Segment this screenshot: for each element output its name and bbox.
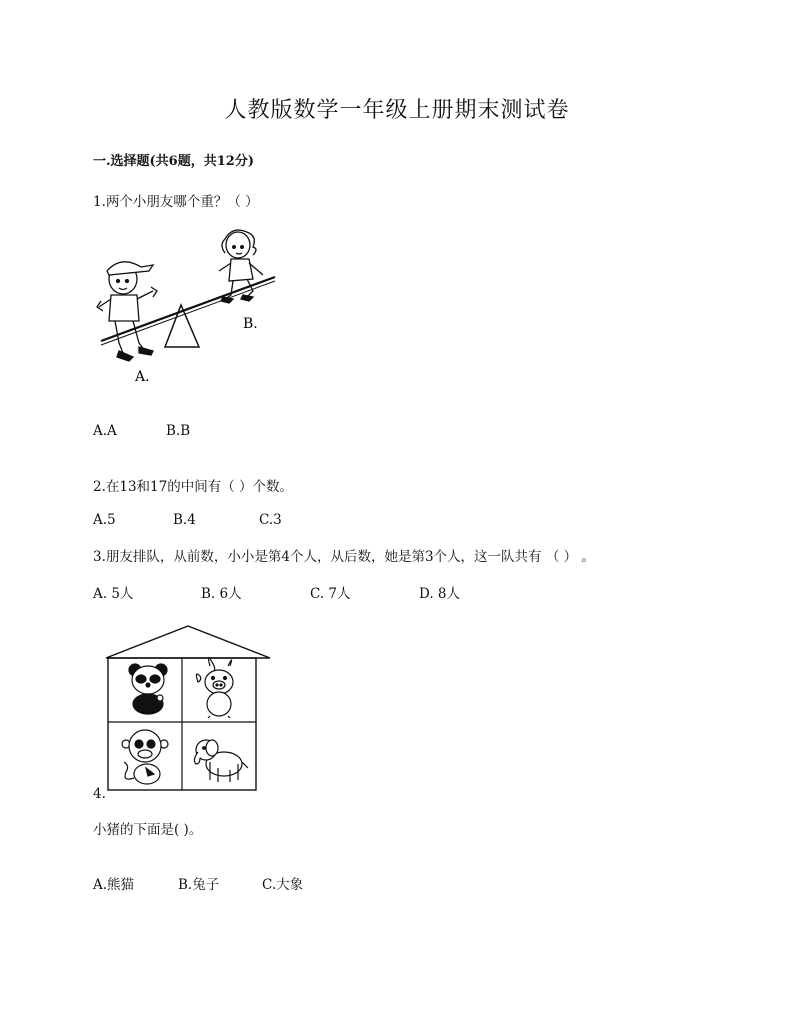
option-b[interactable]: B. 6人	[201, 586, 242, 602]
animal-house-illustration	[102, 622, 274, 794]
boy-figure	[97, 262, 157, 361]
question-1-text: 1.两个小朋友哪个重？（ ）	[93, 194, 259, 210]
option-a[interactable]: A.A	[93, 423, 117, 439]
option-b[interactable]: B.4	[173, 512, 196, 528]
monkey-icon	[122, 730, 168, 784]
option-b[interactable]: B.B	[166, 423, 191, 439]
section-heading: 一.选择题(共6题，共12分)	[93, 154, 254, 169]
option-b[interactable]: B.兔子	[178, 877, 220, 893]
rabbit-icon	[196, 658, 233, 718]
elephant-icon	[194, 740, 248, 782]
girl-figure	[219, 230, 263, 303]
option-d[interactable]: D. 8人	[419, 586, 461, 602]
seesaw-illustration	[93, 225, 293, 395]
question-4-number: 4.	[93, 786, 106, 802]
option-a[interactable]: A.熊猫	[93, 877, 135, 893]
roof-shape	[106, 626, 270, 658]
option-a[interactable]: A.5	[93, 512, 116, 528]
figure-label-b: B.	[243, 316, 258, 332]
question-3-text: 3.朋友排队，从前数，小小是第4个人，从后数，她是第3个人，这一队共有 （ ） 。	[93, 549, 595, 565]
option-c[interactable]: C. 7人	[310, 586, 351, 602]
question-4-text: 小猪的下面是( )。	[93, 822, 203, 838]
option-c[interactable]: C.3	[259, 512, 282, 528]
option-a[interactable]: A. 5人	[93, 586, 134, 602]
figure-label-a: A.	[135, 369, 150, 385]
panda-icon	[129, 664, 167, 714]
page-title: 人教版数学一年级上册期末测试卷	[224, 98, 570, 123]
option-c[interactable]: C.大象	[262, 877, 304, 893]
question-2-text: 2.在13和17的中间有（ ）个数。	[93, 479, 294, 495]
